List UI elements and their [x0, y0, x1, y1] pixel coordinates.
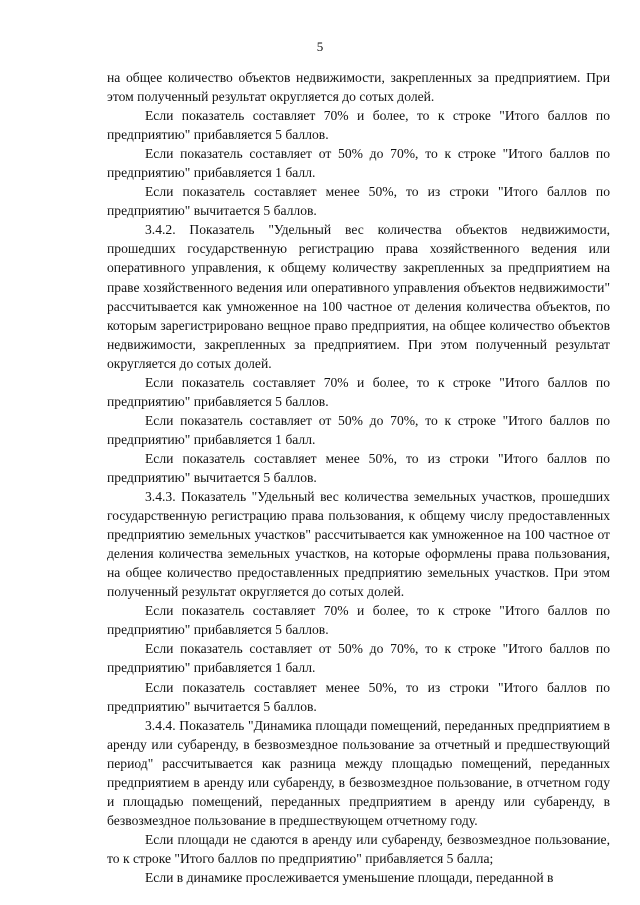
paragraph-condition-70: Если показатель составляет 70% и более, то к строке "Итого баллов по предприятию" прибавляется 5 баллов.: [107, 374, 610, 409]
paragraph-condition-70: Если показатель составляет 70% и более, то к строке "Итого баллов по предприятию" прибавляется 5 баллов.: [107, 603, 610, 638]
paragraph-section-3-4-3: 3.4.3. Показатель "Удельный вес количества земельных участков, прошедших государственную регистрацию права пользования, к общему числу предоставленных предприятию земельных участков" рассчитывается как умноженное на 100 частное от деления количества земельных участков, на которые оформлены права пользования, на общее количество предоставленных предприятию земельных участков. При этом полученный результат округляется до сотых долей.: [107, 489, 610, 600]
paragraph-continuation: на общее количество объектов недвижимости, закрепленных за предприятием. При этом полученный результат округляется до сотых долей.: [107, 70, 610, 105]
paragraph-condition-decrease: Если в динамике прослеживается уменьшение площади, переданной в: [145, 869, 554, 885]
paragraph-condition-50-70: Если показатель составляет от 50% до 70%, то к строке "Итого баллов по предприятию" прибавляется 1 балл.: [107, 146, 610, 181]
paragraph-condition-no-lease: Если площади не сдаются в аренду или субаренду, безвозмездное пользование, то к строке "Итого баллов по предприятию" прибавляется 5 балла;: [107, 831, 610, 866]
paragraph-condition-70: Если показатель составляет 70% и более, то к строке "Итого баллов по предприятию" прибавляется 5 баллов.: [107, 108, 610, 143]
paragraph-condition-below-50: Если показатель составляет менее 50%, то из строки "Итого баллов по предприятию" вычитается 5 баллов.: [107, 450, 610, 485]
paragraph-condition-50-70: Если показатель составляет от 50% до 70%, то к строке "Итого баллов по предприятию" прибавляется 1 балл.: [107, 412, 610, 447]
paragraph-condition-below-50: Если показатель составляет менее 50%, то из строки "Итого баллов по предприятию" вычитается 5 баллов.: [107, 679, 610, 714]
paragraph-section-3-4-2: 3.4.2. Показатель "Удельный вес количества объектов недвижимости, прошедших государственную регистрацию права хозяйственного ведения или оперативного управления, к общему количеству закрепленных за предприятием на праве хозяйственного ведения или оперативного управления объектов недвижимости" рассчитывается как умноженное на 100 частное от деления количества объектов, по которым зарегистрировано вещное право предприятия, на общее количество объектов недвижимости, закрепленных за предприятием. При этом полученный результат округляется до сотых долей.: [107, 222, 610, 371]
paragraph-section-3-4-4: 3.4.4. Показатель "Динамика площади помещений, переданных предприятием в аренду или субаренду, в безвозмездное пользование за отчетный и предшествующий период" рассчитывается как разница между площадью помещений, переданных предприятием в аренду или субаренду, в безвозмездное пользование, в отчетном году и площадью помещений, переданных предприятием в аренду или субаренду, в безвозмездное пользование в предшествующем отчетному году.: [107, 717, 610, 828]
document-body: [107, 68, 610, 887]
paragraph-condition-50-70: Если показатель составляет от 50% до 70%, то к строке "Итого баллов по предприятию" прибавляется 1 балл.: [107, 641, 610, 676]
paragraph-condition-below-50: Если показатель составляет менее 50%, то из строки "Итого баллов по предприятию" вычитается 5 баллов.: [107, 184, 610, 219]
page-number: 5: [316, 39, 324, 54]
